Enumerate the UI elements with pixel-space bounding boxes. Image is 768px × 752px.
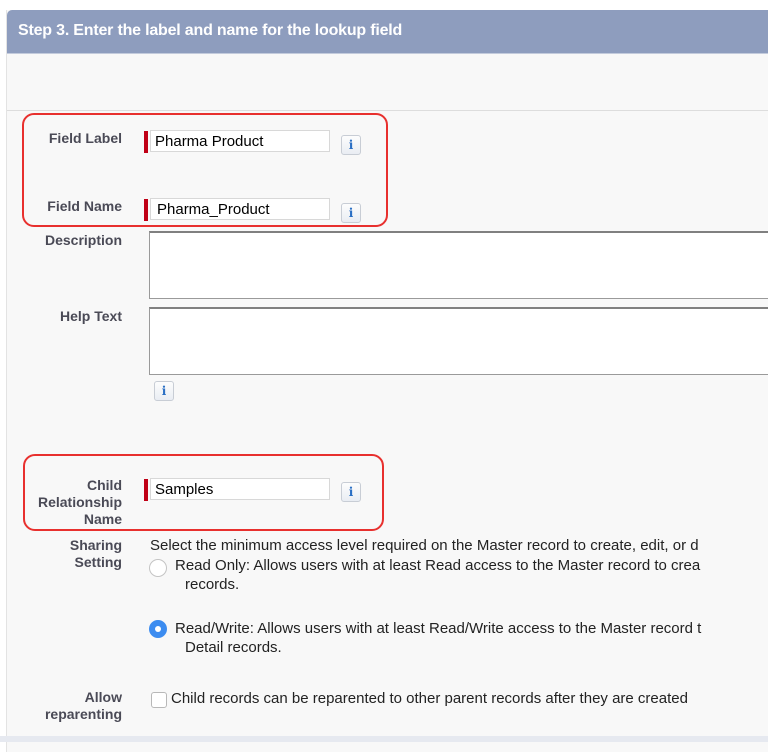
label-line: Relationship <box>37 494 122 510</box>
panel-header <box>7 10 768 54</box>
required-indicator <box>144 131 148 153</box>
info-icon[interactable]: i <box>341 135 361 155</box>
description-textarea[interactable] <box>149 231 768 299</box>
info-icon[interactable]: i <box>341 203 361 223</box>
help-text-textarea[interactable] <box>149 307 768 375</box>
allow-reparenting-checkbox[interactable] <box>151 692 167 708</box>
option-line: Read/Write: Allows users with at least Read/Write access to the Master record t <box>175 620 702 637</box>
child-relationship-name-label <box>20 477 122 528</box>
info-icon[interactable]: i <box>154 381 174 401</box>
label-line: Setting <box>74 554 122 570</box>
required-indicator <box>144 199 148 221</box>
option-line: Detail records. <box>185 639 282 656</box>
option-line: records. <box>185 576 240 593</box>
allow-reparenting-checkbox-label: Child records can be reparented to other parent records after they are created <box>171 690 688 707</box>
field-label-input[interactable] <box>150 130 330 152</box>
child-relationship-name-input[interactable] <box>150 478 330 500</box>
description-label: Description <box>44 232 122 248</box>
field-name-input[interactable] <box>150 198 330 220</box>
help-text-label: Help Text <box>60 308 122 324</box>
required-indicator <box>144 479 148 501</box>
option-line: Read Only: Allows users with at least Read access to the Master record to crea <box>175 557 701 574</box>
radio-read-write[interactable] <box>149 620 167 638</box>
field-name-label: Field Name <box>47 198 122 214</box>
radio-read-only[interactable] <box>149 559 167 577</box>
radio-read-write-label <box>175 619 701 657</box>
field-label-label: Field Label <box>48 130 122 146</box>
radio-read-only-label <box>175 556 700 594</box>
panel-spacer-band <box>7 55 768 111</box>
panel-footer-divider <box>0 736 768 742</box>
label-line: Sharing <box>69 537 122 553</box>
sharing-setting-label <box>20 537 122 571</box>
label-line: Name <box>83 511 122 527</box>
sharing-setting-intro: Select the minimum access level required on the Master record to create, edit, or d <box>150 537 699 554</box>
label-line: Child <box>87 477 122 493</box>
panel-title: Step 3. Enter the label and name for the lookup field <box>18 22 403 39</box>
info-icon[interactable]: i <box>341 482 361 502</box>
label-line: reparenting <box>44 706 122 722</box>
label-line: Allow <box>84 689 122 705</box>
allow-reparenting-label <box>20 689 122 723</box>
